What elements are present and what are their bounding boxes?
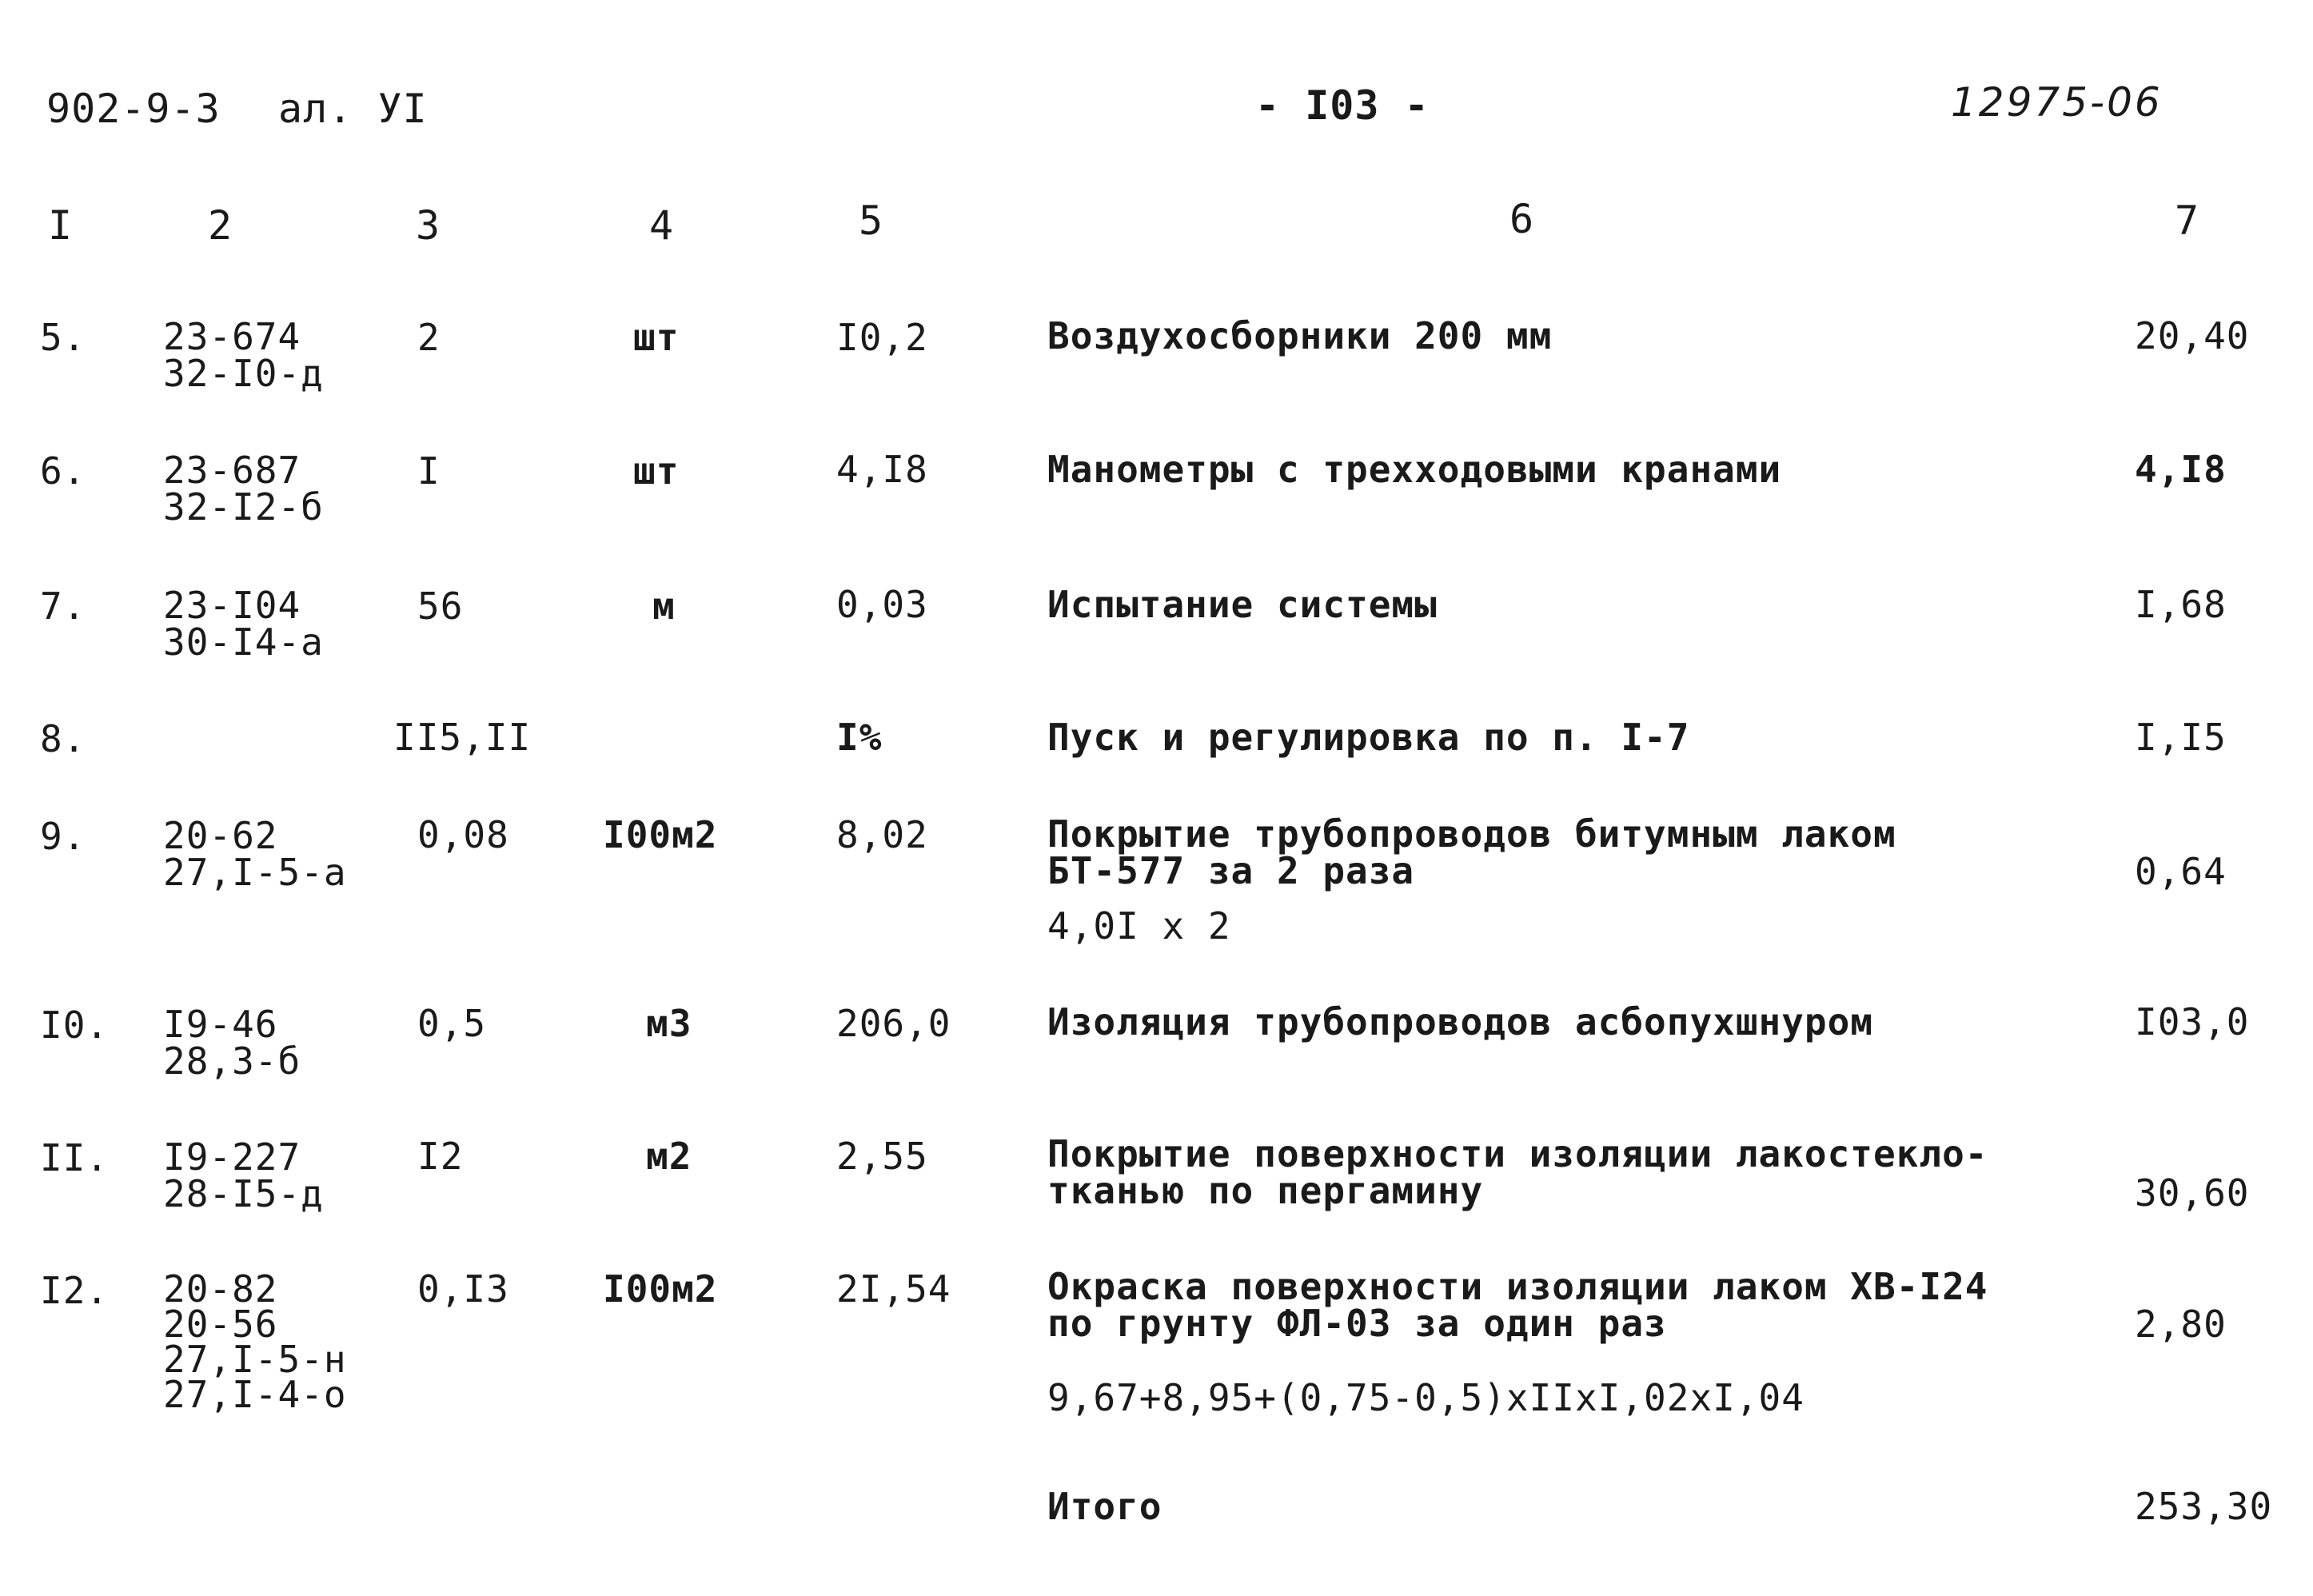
calculation-formula: 9,67+8,95+(0,75-0,5)хIIхI,02хI,04 <box>1047 1376 1805 1419</box>
norm-codes <box>163 1267 347 1416</box>
column-number: 5 <box>859 198 884 244</box>
work-description <box>1047 314 1553 357</box>
row-total: I03,0 <box>2135 1000 2250 1043</box>
norm-codes <box>163 1135 324 1215</box>
unit-price: 4,I8 <box>836 448 928 491</box>
quantity: I2 <box>417 1135 464 1178</box>
row-number: 8. <box>40 717 86 760</box>
row-total: 4,I8 <box>2135 448 2227 491</box>
unit-price: 0,03 <box>836 583 928 626</box>
unit-price: I0,2 <box>836 316 928 359</box>
description-line: Манометры с трехходовыми кранами <box>1047 448 1782 491</box>
unit-price: 2I,54 <box>836 1267 951 1311</box>
unit: I00м2 <box>603 1267 718 1311</box>
calculation-formula: 4,0I х 2 <box>1047 904 1231 948</box>
quantity: 0,I3 <box>417 1267 509 1311</box>
inventory-number: 12975-06 <box>1951 79 2163 126</box>
page-number: - I03 - <box>1255 82 1430 129</box>
norm-code: I9-46 <box>163 1003 278 1046</box>
unit: шт <box>633 316 680 359</box>
row-number: I0. <box>40 1003 110 1047</box>
work-description <box>1047 716 1690 759</box>
norm-code: 20-56 <box>163 1303 278 1346</box>
unit-price: 206,0 <box>836 1002 951 1045</box>
unit-price: 2,55 <box>836 1135 928 1178</box>
description-line: тканью по пергамину <box>1047 1169 1484 1212</box>
work-description <box>1047 1000 1873 1043</box>
row-total: 30,60 <box>2135 1171 2250 1215</box>
norm-code: 32-I0-д <box>163 352 324 395</box>
norm-code: 27,I-4-о <box>163 1373 347 1416</box>
norm-code: I9-227 <box>163 1135 301 1179</box>
unit: шт <box>633 449 680 493</box>
row-number: I2. <box>40 1269 110 1312</box>
work-description <box>1047 585 1438 624</box>
row-total: 0,64 <box>2135 850 2227 893</box>
row-total: I,I5 <box>2135 716 2227 759</box>
row-number: 5. <box>40 316 86 359</box>
norm-code: 20-62 <box>163 814 278 857</box>
norm-code: 23-687 <box>163 449 301 492</box>
work-description <box>1047 1132 1988 1212</box>
norm-code: 27,I-5-а <box>163 851 347 894</box>
column-number: 6 <box>1509 196 1535 242</box>
description-line: Пуск и регулировка по п. I-7 <box>1047 716 1690 759</box>
norm-code: 28-I5-д <box>163 1172 324 1215</box>
unit-price: 8,02 <box>836 813 928 856</box>
row-total: 20,40 <box>2135 314 2250 357</box>
norm-code: 28,3-б <box>163 1039 301 1083</box>
description-line: Испытание системы <box>1047 583 1438 626</box>
unit: м3 <box>646 1002 692 1045</box>
row-total: I,68 <box>2135 583 2227 626</box>
work-description <box>1047 812 1896 892</box>
norm-codes <box>163 814 347 894</box>
norm-codes <box>163 1003 301 1083</box>
row-total: 2,80 <box>2135 1303 2227 1346</box>
description-line: Покрытие поверхности изоляции лакостекло- <box>1047 1132 1988 1175</box>
description-line: Воздухосборники 200 мм <box>1047 314 1553 357</box>
document-code: 902-9-3 <box>46 86 221 132</box>
norm-code: 27,I-5-н <box>163 1338 347 1381</box>
quantity: 0,5 <box>417 1002 487 1045</box>
norm-code: 32-I2-б <box>163 485 324 529</box>
description-line: Окраска поверхности изоляции лаком ХВ-I24 <box>1047 1265 1988 1308</box>
work-description <box>1047 1265 1988 1345</box>
norm-code: 23-674 <box>163 315 301 358</box>
work-description <box>1047 450 1781 489</box>
row-number: 7. <box>40 585 86 628</box>
unit: м2 <box>646 1135 692 1178</box>
column-number: 4 <box>649 202 675 249</box>
row-number: II. <box>40 1136 110 1179</box>
norm-codes <box>163 584 324 664</box>
description-line: Покрытие трубопроводов битумным лаком <box>1047 812 1896 856</box>
unit: I00м2 <box>603 813 718 856</box>
row-number: 6. <box>40 449 86 493</box>
quantity: 56 <box>417 585 464 628</box>
column-number: 3 <box>416 202 441 249</box>
album-label: ал. УI <box>278 86 428 132</box>
norm-codes <box>163 449 324 529</box>
column-number: I <box>48 202 74 249</box>
row-number: 9. <box>40 815 86 858</box>
unit: м <box>652 585 676 628</box>
column-number: 2 <box>208 202 233 249</box>
quantity: II5,II <box>393 716 532 759</box>
description-line: Изоляция трубопроводов асбопухшнуром <box>1047 1000 1873 1043</box>
quantity: 0,08 <box>417 813 509 856</box>
summary-total: 253,30 <box>2135 1485 2273 1528</box>
quantity: I <box>417 449 441 493</box>
norm-codes <box>163 315 324 395</box>
unit-price: I% <box>836 716 883 759</box>
summary-label: Итого <box>1047 1485 1162 1528</box>
norm-code: 23-I04 <box>163 584 301 627</box>
description-line: БТ-577 за 2 раза <box>1047 849 1415 892</box>
column-number: 7 <box>2175 198 2200 244</box>
norm-code: 30-I4-а <box>163 620 324 664</box>
norm-code: 20-82 <box>163 1267 278 1311</box>
quantity: 2 <box>417 316 441 359</box>
description-line: по грунту ФЛ-03 за один раз <box>1047 1302 1667 1345</box>
